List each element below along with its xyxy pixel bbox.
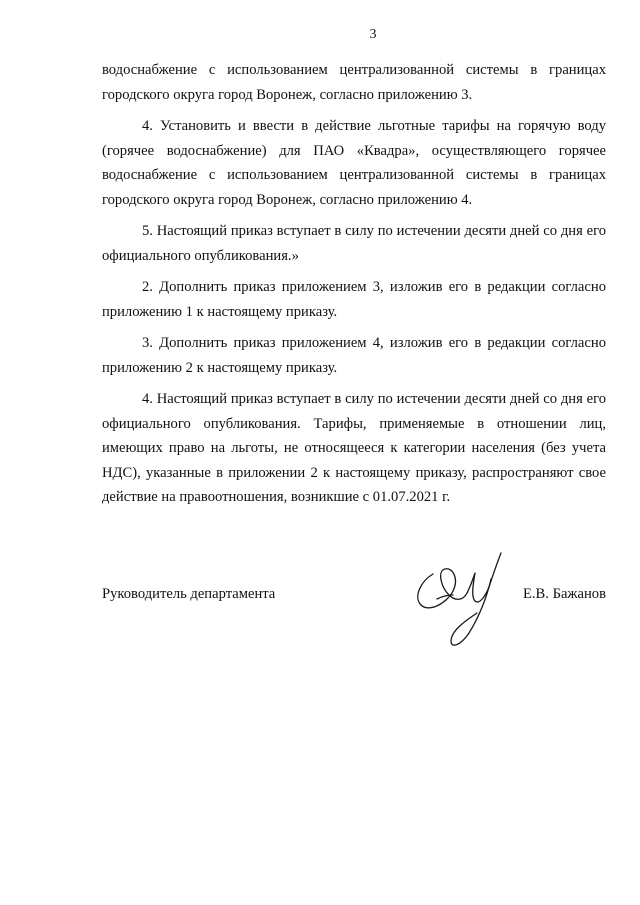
paragraph-item-4-effective-date: 4. Настоящий приказ вступает в силу по истечении десяти дней со дня его официального опубликования. Тарифы, применяемые в отношении лиц, имеющих право на льготы, не относящееся к категории населения (без учета НДС), указанные в приложении 2 к настоящему приказу, распространяют свое действие на правоотношения, возникшие с 01.07.2021 г. [102, 391, 606, 505]
signatory-name: Е.В. Бажанов [522, 586, 606, 602]
handwritten-signature [407, 539, 517, 654]
paragraph-item-4-tariffs: 4. Установить и ввести в действие льготные тарифы на горячую воду (горячее водоснабжение) для ПАО «Квадра», осуществляющего горячее водоснабжение с использованием централизованной системы в границах городского округа город Воронеж, согласно приложению 4. [102, 118, 606, 208]
signature-block [102, 574, 606, 654]
paragraph-item-3-appendix-4: 3. Дополнить приказ приложением 4, изложив его в редакции согласно приложению 2 к настоящему приказу. [102, 335, 606, 376]
paragraph-item-5-effective: 5. Настоящий приказ вступает в силу по истечении десяти дней со дня его официального опубликования.» [102, 223, 606, 264]
paragraph-item-2-appendix-3: 2. Дополнить приказ приложением 3, изложив его в редакции согласно приложению 1 к настоящему приказу. [102, 279, 606, 320]
page-number: 3 [369, 27, 377, 42]
signatory-position: Руководитель департамента [102, 586, 276, 602]
document-body [102, 58, 606, 517]
paragraph-continuation: водоснабжение с использованием централизованной системы в границах городского округа город Воронеж, согласно приложению 3. [102, 62, 606, 103]
